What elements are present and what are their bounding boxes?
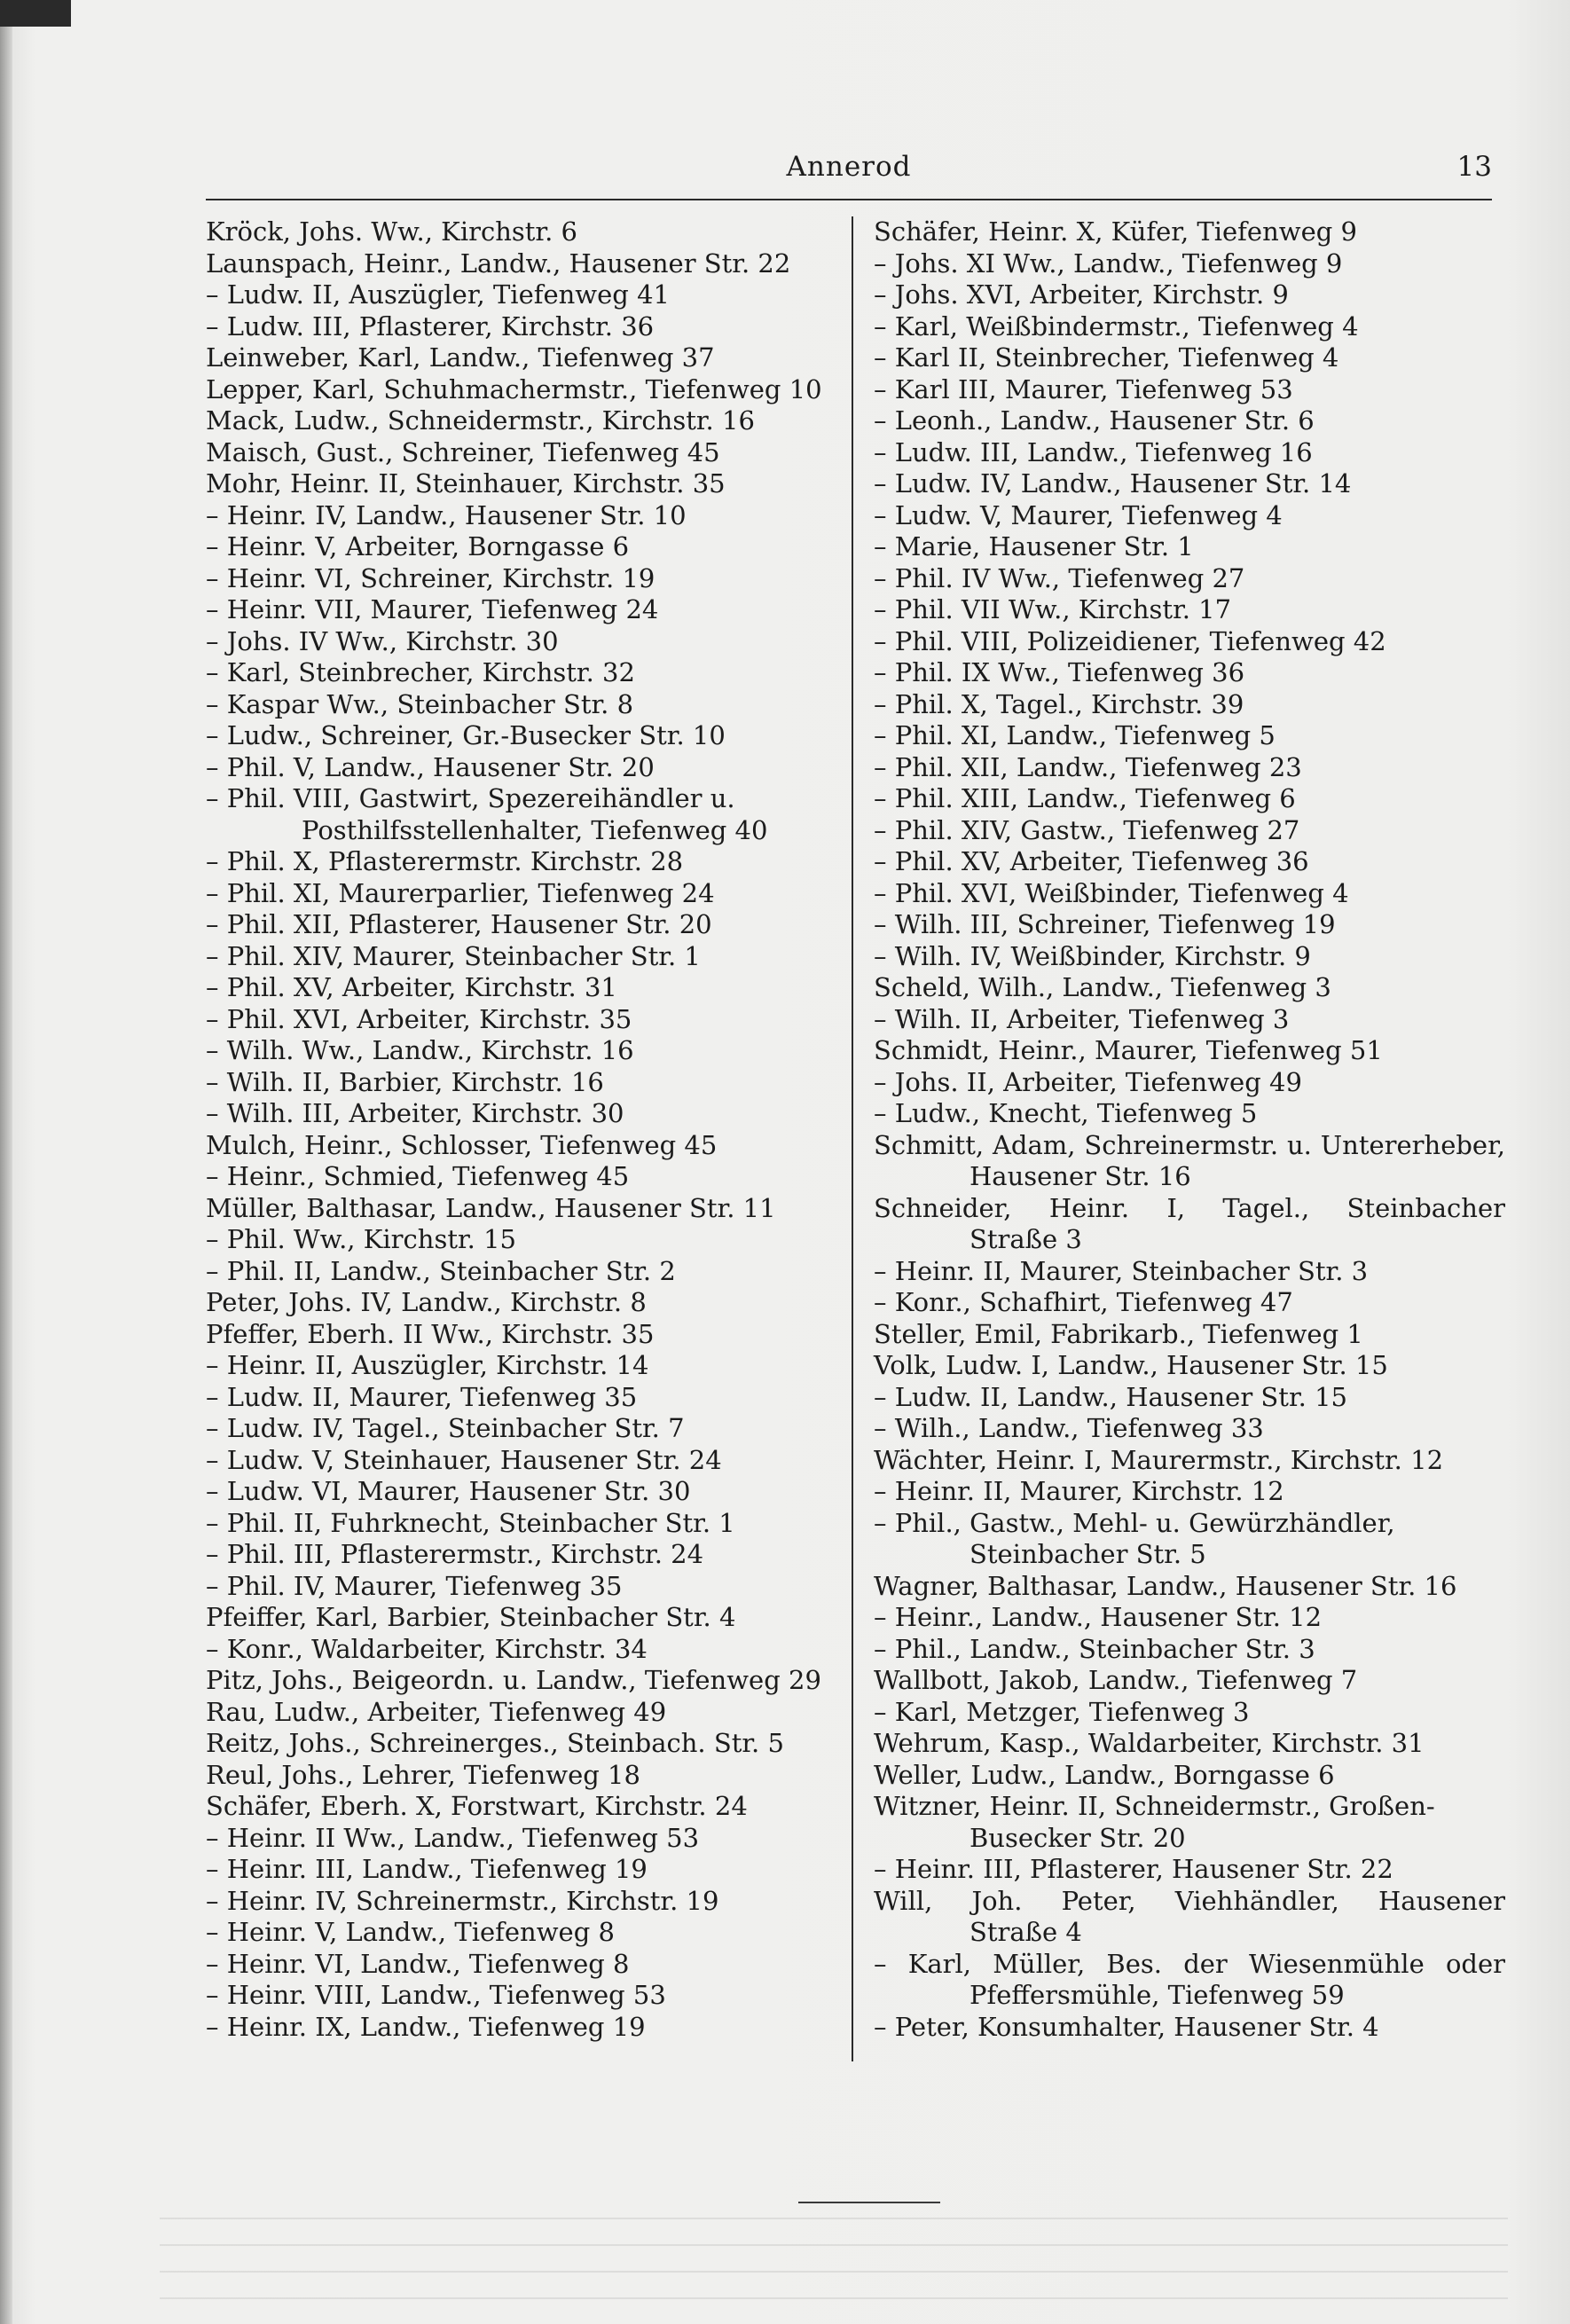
- directory-entry: – Ludw. IV, Landw., Hausener Str. 14: [874, 468, 1352, 499]
- directory-entry: – Phil. XI, Maurerparlier, Tiefenweg 24: [206, 877, 715, 908]
- directory-entry: – Johs. XI Ww., Landw., Tiefenweg 9: [874, 247, 1343, 279]
- directory-entry: – Heinr. VIII, Landw., Tiefenweg 53: [206, 1980, 666, 2010]
- directory-entry: – Wilh. II, Arbeiter, Tiefenweg 3: [874, 1003, 1290, 1034]
- directory-entry: Schmidt, Heinr., Maurer, Tiefenweg 51: [874, 1035, 1383, 1065]
- directory-entry: – Phil. X, Tagel., Kirchstr. 39: [874, 688, 1244, 719]
- directory-entry: – Konr., Waldarbeiter, Kirchstr. 34: [206, 1633, 648, 1664]
- binding-mark: [0, 0, 71, 27]
- directory-entry: – Heinr. V, Arbeiter, Borngasse 6: [206, 531, 630, 561]
- directory-entry: – Ludw. VI, Maurer, Hausener Str. 30: [206, 1476, 691, 1506]
- directory-entry: – Phil. XIII, Landw., Tiefenweg 6: [874, 783, 1296, 813]
- directory-entry-continuation: Busecker Str. 20: [969, 1822, 1186, 1853]
- directory-entry: – Heinr. IX, Landw., Tiefenweg 19: [206, 2011, 646, 2042]
- directory-entry: Pitz, Johs., Beigeordn. u. Landw., Tiefenweg 29: [206, 1665, 821, 1695]
- directory-entry: – Heinr. IV, Schreinermstr., Kirchstr. 19: [206, 1885, 719, 1916]
- directory-entry: Müller, Balthasar, Landw., Hausener Str. 11: [206, 1192, 776, 1223]
- directory-entry: Schäfer, Eberh. X, Forstwart, Kirchstr. 24: [206, 1791, 748, 1821]
- directory-entry: Kröck, Johs. Ww., Kirchstr. 6: [206, 216, 577, 247]
- directory-entry: – Wilh., Landw., Tiefenweg 33: [874, 1413, 1264, 1443]
- directory-entry: Pfeiffer, Karl, Barbier, Steinbacher Str. 4: [206, 1602, 736, 1632]
- header-rule: [206, 199, 1492, 200]
- footer-rule: [798, 2202, 940, 2203]
- directory-entry: – Karl, Weißbindermstr., Tiefenweg 4: [874, 310, 1359, 342]
- directory-entry: Weller, Ludw., Landw., Borngasse 6: [874, 1759, 1335, 1790]
- directory-entry-continuation: Straße 3: [969, 1224, 1082, 1254]
- page-number: 13: [1456, 151, 1492, 183]
- directory-entry: – Johs. XVI, Arbeiter, Kirchstr. 9: [874, 279, 1289, 310]
- directory-entry: – Phil. XII, Pflasterer, Hausener Str. 20: [206, 909, 712, 939]
- directory-entry: Wehrum, Kasp., Waldarbeiter, Kirchstr. 31: [874, 1728, 1425, 1758]
- directory-entry: – Phil. XII, Landw., Tiefenweg 23: [874, 751, 1302, 782]
- directory-entry: – Ludw. III, Pflasterer, Kirchstr. 36: [206, 310, 655, 342]
- directory-entry: – Phil. XIV, Maurer, Steinbacher Str. 1: [206, 940, 701, 971]
- directory-entry: – Heinr. III, Landw., Tiefenweg 19: [206, 1854, 648, 1884]
- binding-edge: [0, 27, 12, 2324]
- directory-entry: Will, Joh. Peter, Viehhändler, Hausener: [874, 1885, 1505, 1916]
- left-column: [206, 216, 837, 2043]
- directory-entry: – Ludw. II, Auszügler, Tiefenweg 41: [206, 279, 670, 310]
- directory-entry: – Wilh. IV, Weißbinder, Kirchstr. 9: [874, 940, 1311, 971]
- directory-entry: – Phil. X, Pflasterermstr. Kirchstr. 28: [206, 846, 684, 876]
- directory-entry: – Phil. VII Ww., Kirchstr. 17: [874, 594, 1232, 624]
- directory-entry: Lepper, Karl, Schuhmachermstr., Tiefenweg 10: [206, 373, 822, 404]
- directory-entry: Maisch, Gust., Schreiner, Tiefenweg 45: [206, 436, 720, 467]
- directory-entry: – Wilh. Ww., Landw., Kirchstr. 16: [206, 1035, 634, 1065]
- directory-entry: Volk, Ludw. I, Landw., Hausener Str. 15: [874, 1350, 1388, 1380]
- directory-entry: – Leonh., Landw., Hausener Str. 6: [874, 405, 1315, 436]
- directory-entry: Mack, Ludw., Schneidermstr., Kirchstr. 16: [206, 405, 755, 436]
- directory-entry: – Marie, Hausener Str. 1: [874, 531, 1194, 561]
- directory-entry-continuation: Straße 4: [969, 1917, 1082, 1947]
- directory-entry: – Phil. XIV, Gastw., Tiefenweg 27: [874, 814, 1300, 845]
- directory-entry: Leinweber, Karl, Landw., Tiefenweg 37: [206, 342, 715, 373]
- directory-entry: Pfeffer, Eberh. II Ww., Kirchstr. 35: [206, 1318, 655, 1349]
- running-head: [206, 151, 1492, 190]
- directory-entry: – Ludw. IV, Tagel., Steinbacher Str. 7: [206, 1413, 685, 1443]
- directory-entry: Launspach, Heinr., Landw., Hausener Str. 22: [206, 247, 791, 279]
- directory-entry-continuation: Pfeffersmühle, Tiefenweg 59: [969, 1980, 1345, 2010]
- directory-entry: Mohr, Heinr. II, Steinhauer, Kirchstr. 35: [206, 468, 726, 499]
- directory-entry: – Johs. II, Arbeiter, Tiefenweg 49: [874, 1066, 1302, 1097]
- directory-entry: Reitz, Johs., Schreinerges., Steinbach. Str. 5: [206, 1728, 784, 1758]
- directory-entry: Wagner, Balthasar, Landw., Hausener Str. 16: [874, 1570, 1457, 1601]
- directory-entry: – Phil. III, Pflasterermstr., Kirchstr. 24: [206, 1539, 704, 1569]
- right-column: [874, 216, 1505, 2043]
- directory-entry: – Ludw., Schreiner, Gr.-Busecker Str. 10: [206, 720, 726, 750]
- directory-entry: Schneider, Heinr. I, Tagel., Steinbacher: [874, 1192, 1505, 1223]
- directory-entry: – Ludw. II, Landw., Hausener Str. 15: [874, 1381, 1347, 1412]
- directory-entry: – Phil. II, Fuhrknecht, Steinbacher Str. 1: [206, 1507, 735, 1538]
- directory-entry: – Phil., Gastw., Mehl- u. Gewürzhändler,: [874, 1507, 1395, 1538]
- directory-entry: Reul, Johs., Lehrer, Tiefenweg 18: [206, 1759, 640, 1790]
- directory-entry: – Heinr. II Ww., Landw., Tiefenweg 53: [206, 1822, 700, 1853]
- directory-entry: – Karl III, Maurer, Tiefenweg 53: [874, 373, 1293, 404]
- directory-entry: – Heinr. II, Auszügler, Kirchstr. 14: [206, 1350, 649, 1380]
- directory-entry: Scheld, Wilh., Landw., Tiefenweg 3: [874, 972, 1331, 1002]
- directory-entry: Wallbott, Jakob, Landw., Tiefenweg 7: [874, 1665, 1358, 1695]
- directory-entry: – Ludw., Knecht, Tiefenweg 5: [874, 1098, 1258, 1128]
- directory-entry: – Phil. XI, Landw., Tiefenweg 5: [874, 720, 1276, 750]
- directory-entry: Wächter, Heinr. I, Maurermstr., Kirchstr. 12: [874, 1444, 1444, 1475]
- directory-entry: Schäfer, Heinr. X, Küfer, Tiefenweg 9: [874, 216, 1357, 247]
- directory-entry: – Heinr. V, Landw., Tiefenweg 8: [206, 1917, 615, 1947]
- directory-entry: – Wilh. II, Barbier, Kirchstr. 16: [206, 1066, 604, 1097]
- directory-entry: Schmitt, Adam, Schreinermstr. u. Untererheber,: [874, 1129, 1505, 1160]
- directory-entry: Peter, Johs. IV, Landw., Kirchstr. 8: [206, 1287, 647, 1317]
- directory-entry-continuation: Posthilfsstellenhalter, Tiefenweg 40: [302, 814, 768, 845]
- directory-entry: Steller, Emil, Fabrikarb., Tiefenweg 1: [874, 1318, 1363, 1349]
- directory-entry: – Ludw. V, Steinhauer, Hausener Str. 24: [206, 1444, 722, 1475]
- directory-entry-continuation: Steinbacher Str. 5: [969, 1539, 1206, 1569]
- directory-entry: – Phil. VIII, Polizeidiener, Tiefenweg 42: [874, 625, 1386, 656]
- directory-entry: – Phil. XV, Arbeiter, Tiefenweg 36: [874, 846, 1309, 876]
- directory-entry: – Heinr., Landw., Hausener Str. 12: [874, 1602, 1323, 1632]
- directory-entry: Rau, Ludw., Arbeiter, Tiefenweg 49: [206, 1696, 667, 1727]
- directory-entry: – Heinr. II, Maurer, Steinbacher Str. 3: [874, 1255, 1369, 1286]
- directory-entry: – Wilh. III, Schreiner, Tiefenweg 19: [874, 909, 1336, 939]
- page-title: Annerod: [786, 151, 912, 183]
- directory-entry: – Phil. VIII, Gastwirt, Spezereihändler u.: [206, 783, 735, 813]
- directory-entry: – Phil. V, Landw., Hausener Str. 20: [206, 751, 655, 782]
- directory-entry: – Phil. XVI, Weißbinder, Tiefenweg 4: [874, 877, 1349, 908]
- directory-entry: – Heinr. VI, Landw., Tiefenweg 8: [206, 1948, 630, 1979]
- directory-entry: – Kaspar Ww., Steinbacher Str. 8: [206, 688, 634, 719]
- directory-entry: – Phil. IV Ww., Tiefenweg 27: [874, 562, 1245, 593]
- directory-entry: – Karl, Metzger, Tiefenweg 3: [874, 1696, 1250, 1727]
- directory-entry: – Phil. IV, Maurer, Tiefenweg 35: [206, 1570, 623, 1601]
- directory-entry-continuation: Hausener Str. 16: [969, 1161, 1191, 1191]
- directory-entry: – Heinr. IV, Landw., Hausener Str. 10: [206, 499, 687, 530]
- directory-entry: – Heinr. VII, Maurer, Tiefenweg 24: [206, 594, 659, 624]
- directory-entry: – Heinr. VI, Schreiner, Kirchstr. 19: [206, 562, 655, 593]
- directory-entry: – Heinr. II, Maurer, Kirchstr. 12: [874, 1476, 1284, 1506]
- directory-entry: – Karl II, Steinbrecher, Tiefenweg 4: [874, 342, 1339, 373]
- directory-entry: – Heinr., Schmied, Tiefenweg 45: [206, 1161, 630, 1191]
- bleed-through-shadow: [160, 2218, 1508, 2315]
- directory-entry: – Konr., Schafhirt, Tiefenweg 47: [874, 1287, 1293, 1317]
- directory-entry: – Phil. Ww., Kirchstr. 15: [206, 1224, 517, 1254]
- directory-entry: – Ludw. II, Maurer, Tiefenweg 35: [206, 1381, 638, 1412]
- directory-entry: – Karl, Müller, Bes. der Wiesenmühle oder: [874, 1948, 1505, 1979]
- directory-entry: – Ludw. V, Maurer, Tiefenweg 4: [874, 499, 1283, 530]
- column-divider: [852, 216, 853, 2061]
- directory-entry: – Ludw. III, Landw., Tiefenweg 16: [874, 436, 1313, 467]
- directory-entry: – Phil. II, Landw., Steinbacher Str. 2: [206, 1255, 676, 1286]
- directory-entry: Witzner, Heinr. II, Schneidermstr., Großen-: [874, 1791, 1435, 1821]
- directory-entry: – Phil. IX Ww., Tiefenweg 36: [874, 657, 1245, 687]
- directory-entry: – Peter, Konsumhalter, Hausener Str. 4: [874, 2011, 1379, 2042]
- directory-entry: – Karl, Steinbrecher, Kirchstr. 32: [206, 657, 635, 687]
- directory-entry: – Phil., Landw., Steinbacher Str. 3: [874, 1633, 1315, 1664]
- directory-entry: – Johs. IV Ww., Kirchstr. 30: [206, 625, 559, 656]
- directory-entry: – Phil. XV, Arbeiter, Kirchstr. 31: [206, 972, 617, 1002]
- directory-entry: – Heinr. III, Pflasterer, Hausener Str. 22: [874, 1854, 1393, 1884]
- directory-entry: – Phil. XVI, Arbeiter, Kirchstr. 35: [206, 1003, 632, 1034]
- directory-entry: – Wilh. III, Arbeiter, Kirchstr. 30: [206, 1098, 624, 1128]
- directory-entry: Mulch, Heinr., Schlosser, Tiefenweg 45: [206, 1129, 718, 1160]
